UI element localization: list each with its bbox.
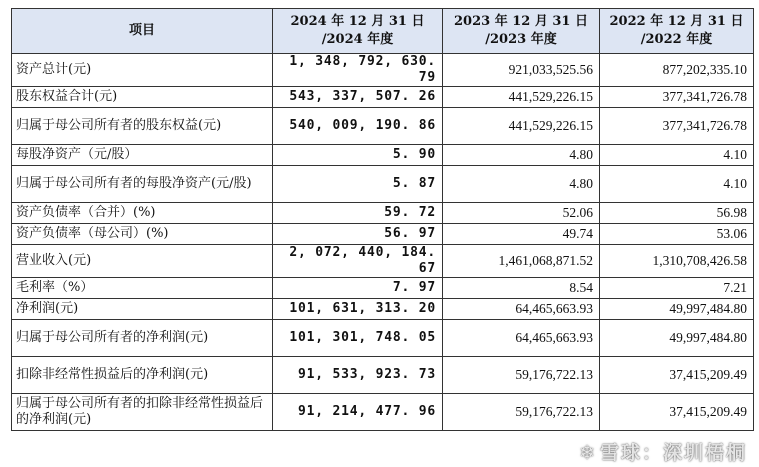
value-2024: 91, 533, 923. 73: [273, 357, 443, 394]
value-2022: 377,341,726.78: [600, 108, 754, 145]
header-item: 项目: [12, 9, 273, 54]
row-label: 营业收入(元): [12, 245, 273, 278]
value-2024: 543, 337, 507. 26: [273, 87, 443, 108]
row-label: 归属于母公司所有者的股东权益(元): [12, 108, 273, 145]
value-2023: 64,465,663.93: [443, 299, 600, 320]
value-2024: 56. 97: [273, 224, 443, 245]
table-row: [12, 54, 754, 87]
header-2024-date: 2024 年 12 月 31 日: [290, 14, 425, 29]
header-2024-year: /2024 年度: [321, 32, 394, 47]
table-row: [12, 203, 754, 224]
row-label: 归属于母公司所有者的每股净资产(元/股): [12, 166, 273, 203]
value-2024: 91, 214, 477. 96: [273, 394, 443, 431]
table-body: [12, 54, 754, 431]
snowball-icon: ❄: [579, 442, 597, 464]
header-2023-date: 2023 年 12 月 31 日: [454, 14, 588, 29]
financial-indicators-table: [11, 8, 754, 431]
value-2022: 56.98: [600, 203, 754, 224]
table-row: [12, 299, 754, 320]
value-2022: 4.10: [600, 145, 754, 166]
row-label: 净利润(元): [12, 299, 273, 320]
header-2022-year: /2022 年度: [640, 32, 713, 47]
table-row: [12, 145, 754, 166]
row-label: 归属于母公司所有者的净利润(元): [12, 320, 273, 357]
value-2023: 4.80: [443, 145, 600, 166]
table-row: [12, 394, 754, 431]
table-row: [12, 108, 754, 145]
table-row: [12, 224, 754, 245]
value-2023: 1,461,068,871.52: [443, 245, 600, 278]
table-row: [12, 320, 754, 357]
value-2022: 877,202,335.10: [600, 54, 754, 87]
value-2022: 1,310,708,426.58: [600, 245, 754, 278]
value-2023: 52.06: [443, 203, 600, 224]
value-2024: 5. 87: [273, 166, 443, 203]
header-row: [12, 9, 754, 54]
value-2023: 921,033,525.56: [443, 54, 600, 87]
value-2022: 49,997,484.80: [600, 299, 754, 320]
row-label: 资产负债率（母公司）(%): [12, 224, 273, 245]
value-2022: 53.06: [600, 224, 754, 245]
value-2023: 8.54: [443, 278, 600, 299]
xueqiu-watermark: [579, 438, 747, 465]
value-2023: 441,529,226.15: [443, 108, 600, 145]
value-2023: 4.80: [443, 166, 600, 203]
value-2022: 7.21: [600, 278, 754, 299]
value-2022: 4.10: [600, 166, 754, 203]
header-2024: [273, 9, 443, 54]
header-2022-date: 2022 年 12 月 31 日: [609, 14, 744, 29]
table-row: [12, 87, 754, 108]
value-2023: 59,176,722.13: [443, 357, 600, 394]
value-2024: 7. 97: [273, 278, 443, 299]
row-label: 归属于母公司所有者的扣除非经常性损益后的净利润(元): [12, 394, 273, 431]
value-2022: 37,415,209.49: [600, 357, 754, 394]
value-2023: 49.74: [443, 224, 600, 245]
row-label: 每股净资产（元/股）: [12, 145, 273, 166]
watermark-text: 雪球：深圳梧桐: [599, 442, 747, 464]
table-row: [12, 245, 754, 278]
header-2023: [443, 9, 600, 54]
table-row: [12, 278, 754, 299]
value-2023: 441,529,226.15: [443, 87, 600, 108]
header-2022: [600, 9, 754, 54]
value-2023: 59,176,722.13: [443, 394, 600, 431]
row-label: 资产总计(元): [12, 54, 273, 87]
value-2024: 101, 301, 748. 05: [273, 320, 443, 357]
value-2022: 49,997,484.80: [600, 320, 754, 357]
row-label: 扣除非经常性损益后的净利润(元): [12, 357, 273, 394]
row-label: 毛利率（%）: [12, 278, 273, 299]
header-2023-year: /2023 年度: [485, 32, 557, 47]
value-2024: 59. 72: [273, 203, 443, 224]
value-2024: 540, 009, 190. 86: [273, 108, 443, 145]
row-label: 股东权益合计(元): [12, 87, 273, 108]
value-2023: 64,465,663.93: [443, 320, 600, 357]
value-2024: 2, 072, 440, 184. 67: [273, 245, 443, 278]
row-label: 资产负债率（合并）(%): [12, 203, 273, 224]
value-2022: 377,341,726.78: [600, 87, 754, 108]
table-row: [12, 166, 754, 203]
value-2022: 37,415,209.49: [600, 394, 754, 431]
value-2024: 5. 90: [273, 145, 443, 166]
value-2024: 1, 348, 792, 630. 79: [273, 54, 443, 87]
value-2024: 101, 631, 313. 20: [273, 299, 443, 320]
table-row: [12, 357, 754, 394]
